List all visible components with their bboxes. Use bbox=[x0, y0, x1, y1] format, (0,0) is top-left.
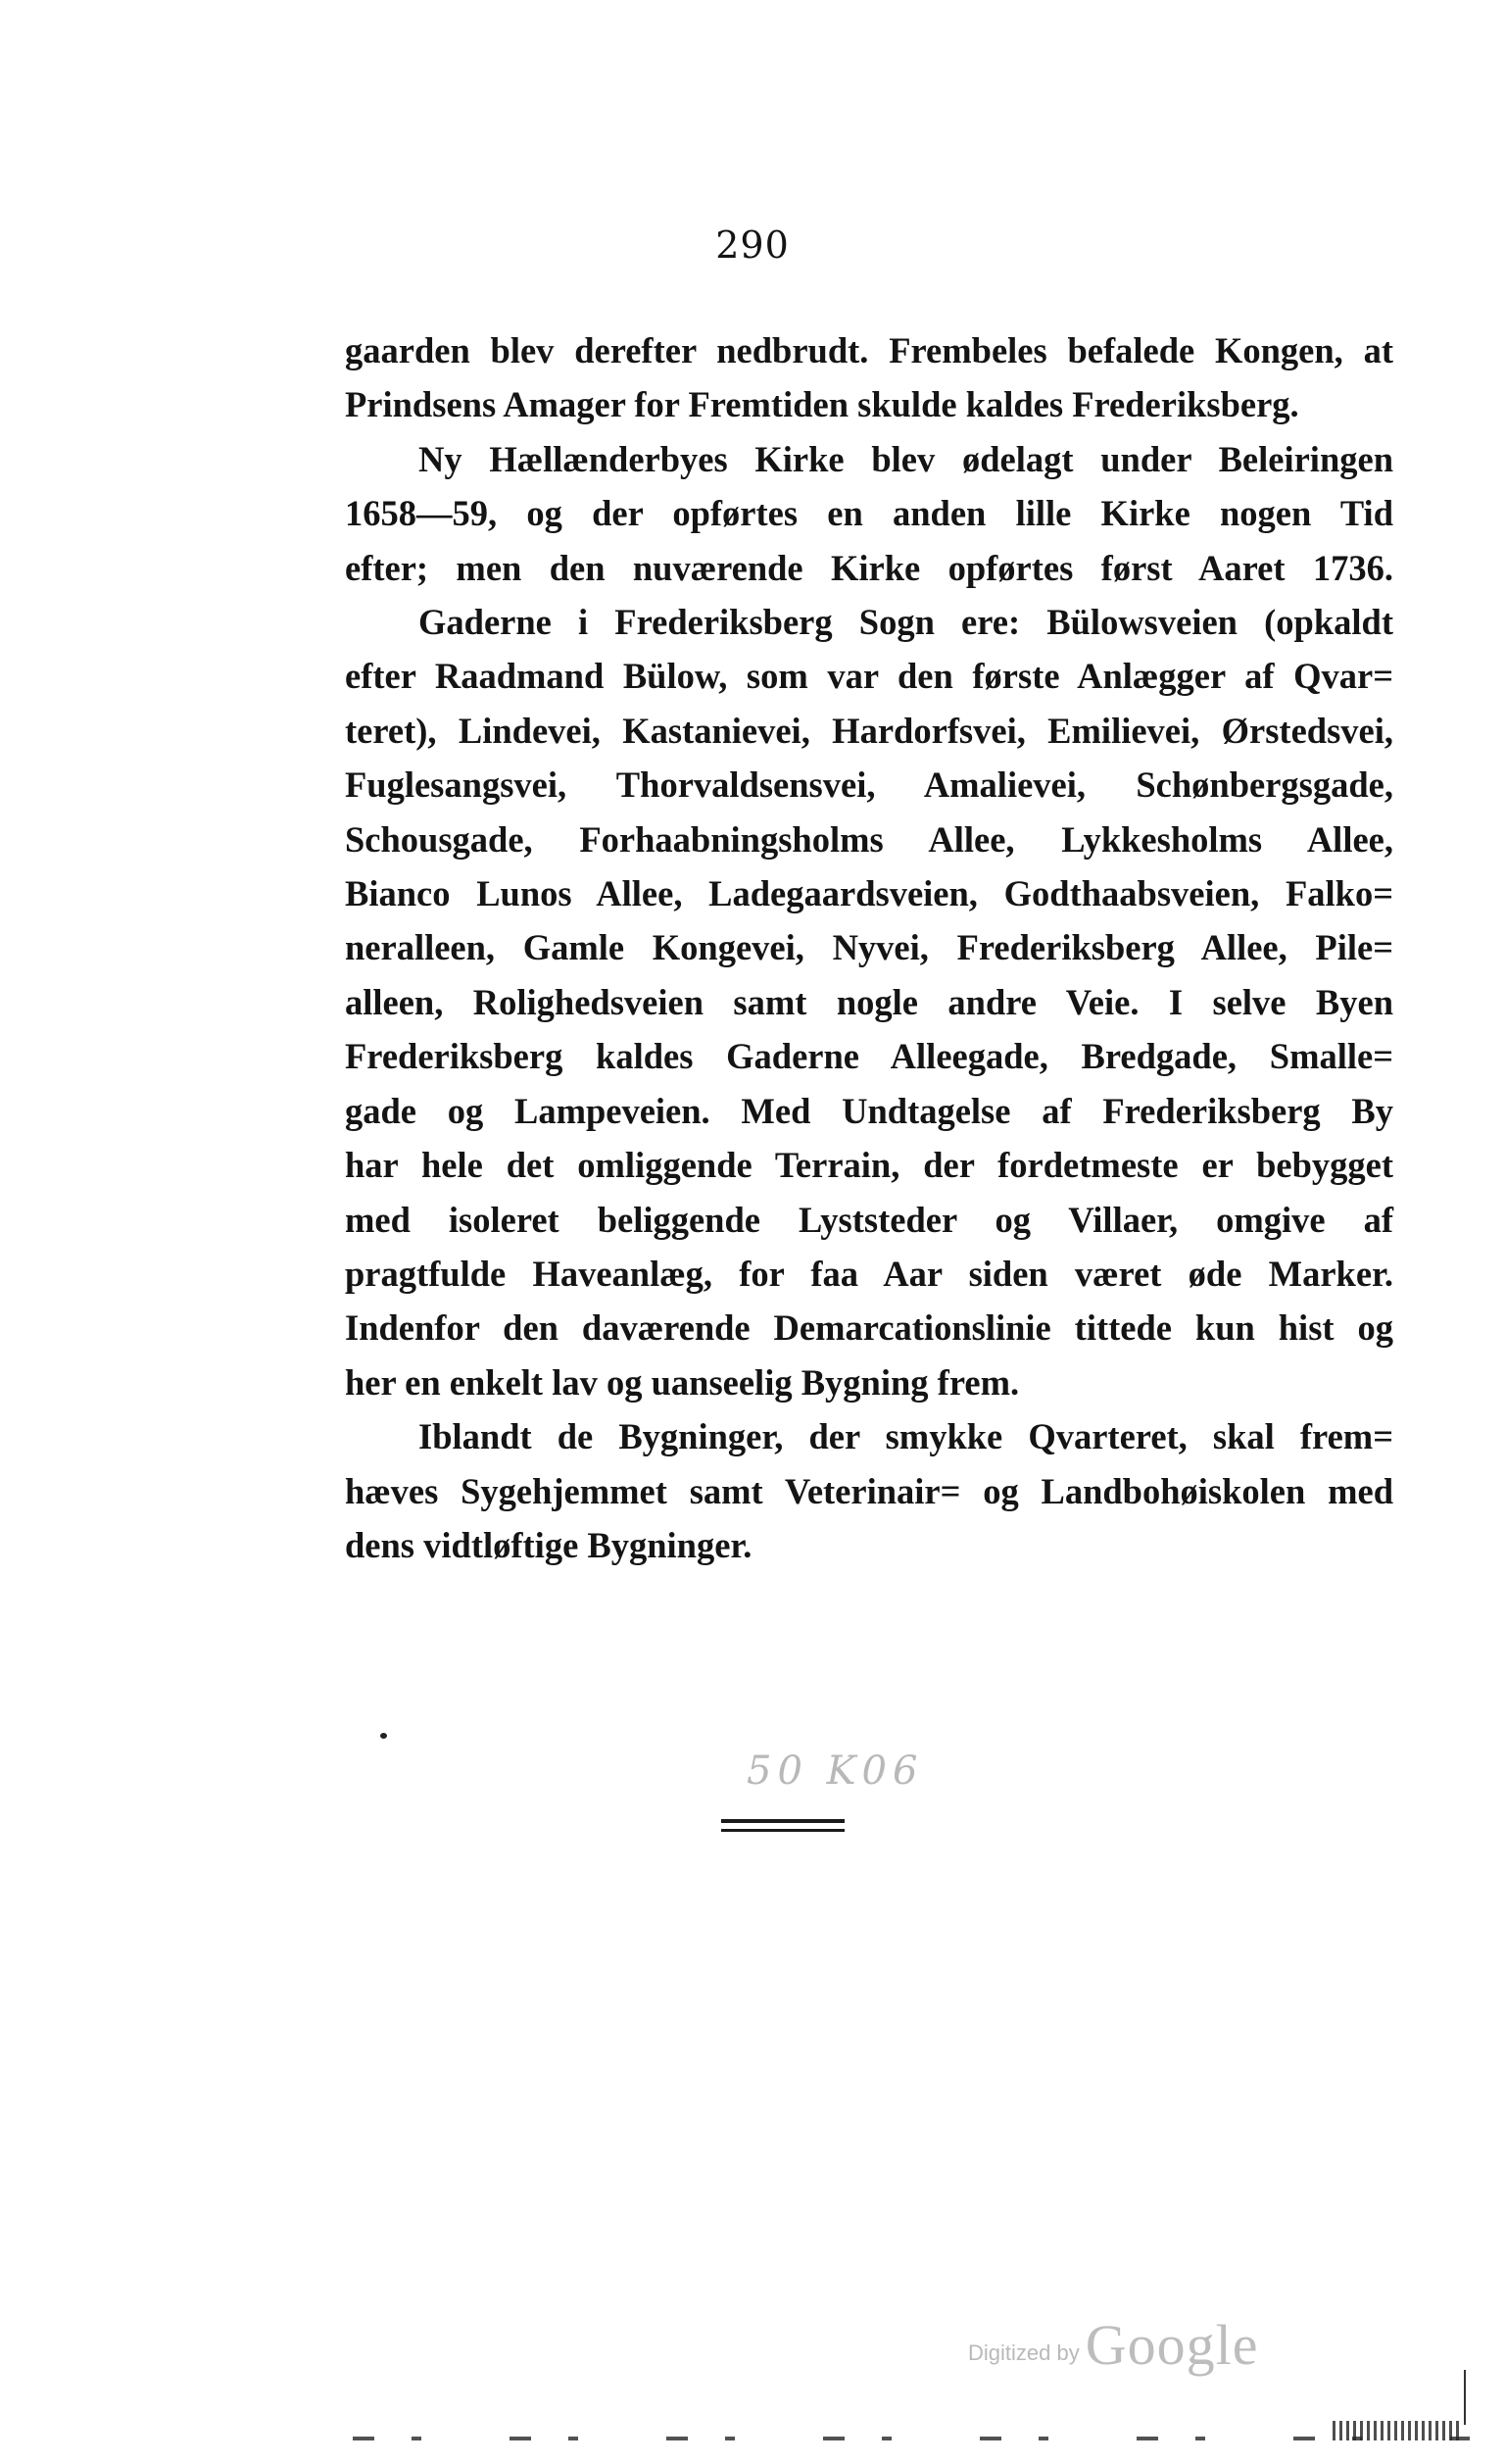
scan-artifact bbox=[353, 2437, 1470, 2440]
scan-artifact bbox=[1333, 2421, 1460, 2440]
text-line: gade og Lampeveien. Med Undtagelse af Frederiksberg By bbox=[345, 1090, 1393, 1131]
ink-speck bbox=[380, 1733, 387, 1739]
text-line: Prindsens Amager for Fremtiden skulde kaldes Frederiksberg. bbox=[345, 384, 1299, 425]
page-number: 290 bbox=[715, 223, 790, 267]
text-line: Fuglesangsvei, Thorvaldsensvei, Amalievei, Schønbergsgade, bbox=[345, 764, 1393, 806]
text-line: neralleen, Gamle Kongevei, Nyvei, Frederiksberg Allee, Pile= bbox=[345, 927, 1393, 968]
text-line: efter Raadmand Bülow, som var den første Anlægger af Qvar= bbox=[345, 656, 1393, 697]
text-line: Indenfor den daværende Demarcationslinie tittede kun hist og bbox=[345, 1307, 1393, 1349]
scan-artifact bbox=[1464, 2370, 1466, 2425]
text-line: alleen, Rolighedsveien samt nogle andre Veie. I selve Byen bbox=[345, 981, 1393, 1022]
text-line: dens vidtløftige Bygninger. bbox=[345, 1524, 752, 1565]
text-line: Bianco Lunos Allee, Ladegaardsveien, Godthaabsveien, Falko= bbox=[345, 873, 1393, 914]
text-line: 1658—59, og der opførtes en anden lille Kirke nogen Tid bbox=[345, 493, 1393, 534]
paragraph bbox=[345, 432, 1393, 595]
text-line: teret), Lindevei, Kastanievei, Hardorfsvei, Emilievei, Ørstedsvei, bbox=[345, 710, 1393, 751]
paragraph bbox=[345, 323, 1393, 432]
end-rule bbox=[721, 1829, 845, 1832]
text-line: gaarden blev derefter nedbrudt. Frembeles befalede Kongen, at bbox=[345, 330, 1393, 370]
text-line: Frederiksberg kaldes Gaderne Alleegade, Bredgade, Smalle= bbox=[345, 1036, 1393, 1077]
watermark-prefix: Digitized by bbox=[968, 2341, 1080, 2365]
library-stamp: 50 K06 bbox=[747, 1749, 924, 1794]
text-line: her en enkelt lav og uanseelig Bygning frem. bbox=[345, 1361, 1020, 1403]
google-logo: Google bbox=[1085, 2313, 1259, 2377]
text-line: med isoleret beliggende Lyststeder og Villaer, omgive af bbox=[345, 1199, 1393, 1240]
digitized-watermark bbox=[968, 2299, 1258, 2378]
paragraph bbox=[345, 1409, 1393, 1572]
text-line: har hele det omliggende Terrain, der fordetmeste er bebygget bbox=[345, 1145, 1393, 1186]
body-text bbox=[345, 323, 1393, 1572]
text-line: hæves Sygehjemmet samt Veterinair= og Landbohøiskolen med bbox=[345, 1470, 1393, 1511]
text-line: Iblandt de Bygninger, der smykke Qvarteret, skal frem= bbox=[418, 1416, 1393, 1457]
paragraph bbox=[345, 595, 1393, 1409]
text-line: efter; men den nuværende Kirke opførtes først Aaret 1736. bbox=[345, 547, 1393, 588]
text-line: Ny Hællænderbyes Kirke blev ødelagt under Beleiringen bbox=[418, 438, 1393, 479]
text-line: Gaderne i Frederiksberg Sogn ere: Bülowsveien (opkaldt bbox=[418, 602, 1393, 643]
text-line: Schousgade, Forhaabningsholms Allee, Lykkesholms Allee, bbox=[345, 818, 1393, 860]
text-line: pragtfulde Haveanlæg, for faa Aar siden været øde Marker. bbox=[345, 1253, 1393, 1294]
end-rule bbox=[721, 1819, 845, 1823]
